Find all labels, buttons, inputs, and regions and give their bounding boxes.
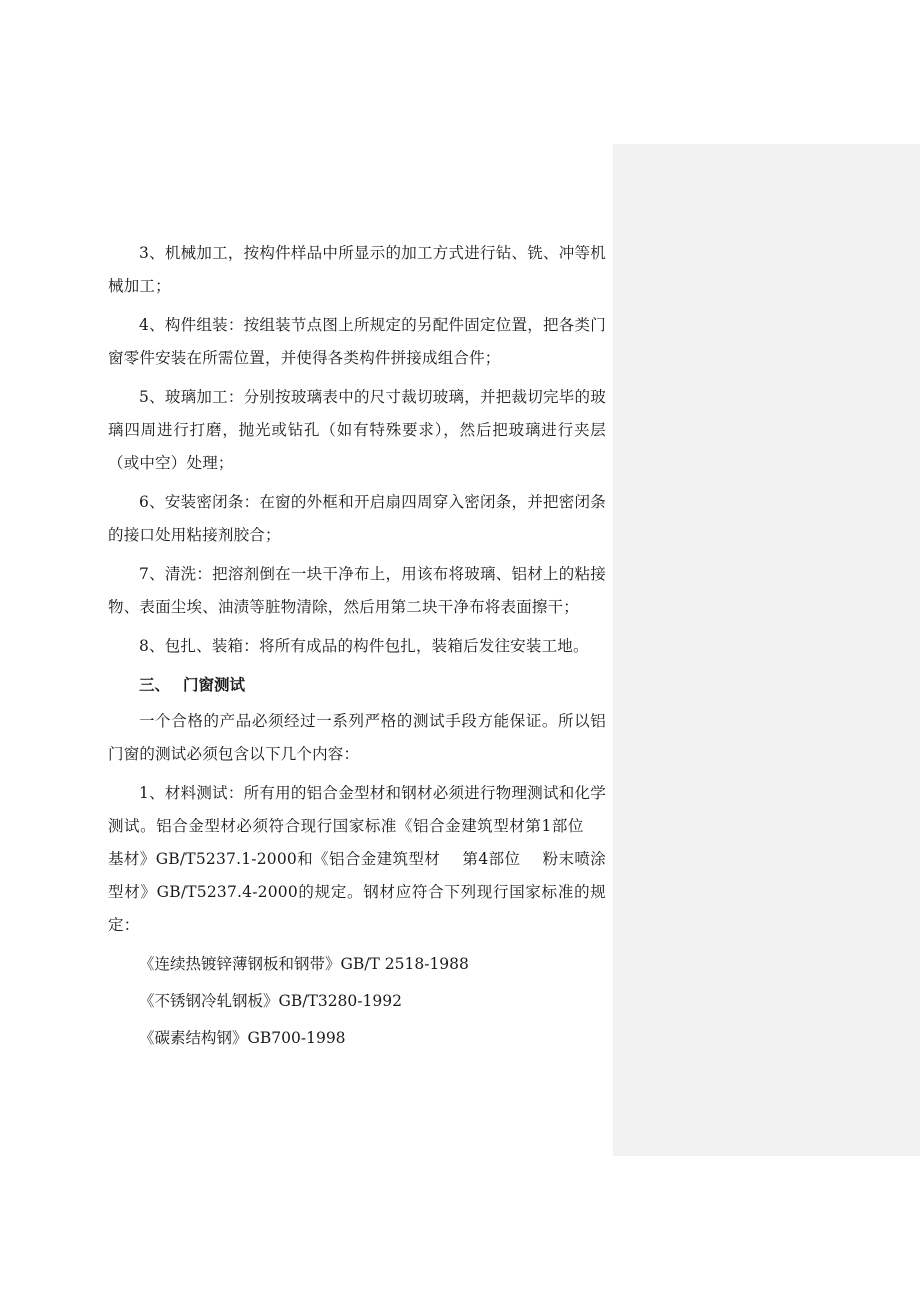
material-test-paragraph bbox=[108, 777, 606, 942]
document-body bbox=[108, 237, 606, 1059]
process-step-6: 6、安装密闭条：在窗的外框和开启扇四周穿入密闭条，并把密闭条的接口处用粘接剂胶合； bbox=[108, 493, 606, 544]
standard-item: 《碳素结构钢》GB700-1998 bbox=[139, 1029, 346, 1047]
material-test-part-3: 第4部位 bbox=[462, 850, 521, 868]
section-intro: 一个合格的产品必须经过一系列严格的测试手段方能保证。所以铝门窗的测试必须包含以下几个内容： bbox=[108, 712, 606, 763]
process-step-4: 4、构件组装：按组装节点图上所规定的另配件固定位置，把各类门窗零件安装在所需位置，并使得各类构件拼接成组合件； bbox=[108, 316, 606, 367]
section-heading bbox=[108, 669, 606, 701]
standard-item: 《连续热镀锌薄钢板和钢带》GB/T 2518-1988 bbox=[139, 955, 469, 973]
process-step-5: 5、玻璃加工：分别按玻璃表中的尺寸裁切玻璃，并把裁切完毕的玻璃四周进行打磨，抛光或钻孔（如有特殊要求），然后把玻璃进行夹层（或中空）处理； bbox=[108, 388, 606, 472]
process-step-7: 7、清洗：把溶剂倒在一块干净布上，用该布将玻璃、铝材上的粘接物、表面尘埃、油渍等脏物清除，然后用第二块干净布将表面擦干； bbox=[108, 565, 606, 616]
material-test-part-2: 基材》GB/T5237.1-2000和《铝合金建筑型材 bbox=[108, 850, 441, 868]
process-step-8: 8、包扎、装箱：将所有成品的构件包扎，装箱后发往安装工地。 bbox=[139, 637, 589, 655]
material-test-part-4: 粉末喷涂型材》GB/T5237.4-2000的规定。钢材应符合下列现行国家标准的规定： bbox=[108, 850, 606, 934]
standard-item: 《不锈钢冷轧钢板》GB/T3280-1992 bbox=[139, 992, 402, 1010]
comment-margin-pane bbox=[613, 144, 920, 1156]
section-number: 三、 bbox=[139, 675, 171, 694]
section-title: 门窗测试 bbox=[183, 675, 246, 694]
process-step-3: 3、机械加工，按构件样品中所显示的加工方式进行钻、铣、冲等机械加工； bbox=[108, 244, 606, 295]
material-test-part-1: 1、材料测试：所有用的铝合金型材和钢材必须进行物理测试和化学测试。铝合金型材必须符合现行国家标准《铝合金建筑型材第1部位 bbox=[108, 784, 606, 835]
